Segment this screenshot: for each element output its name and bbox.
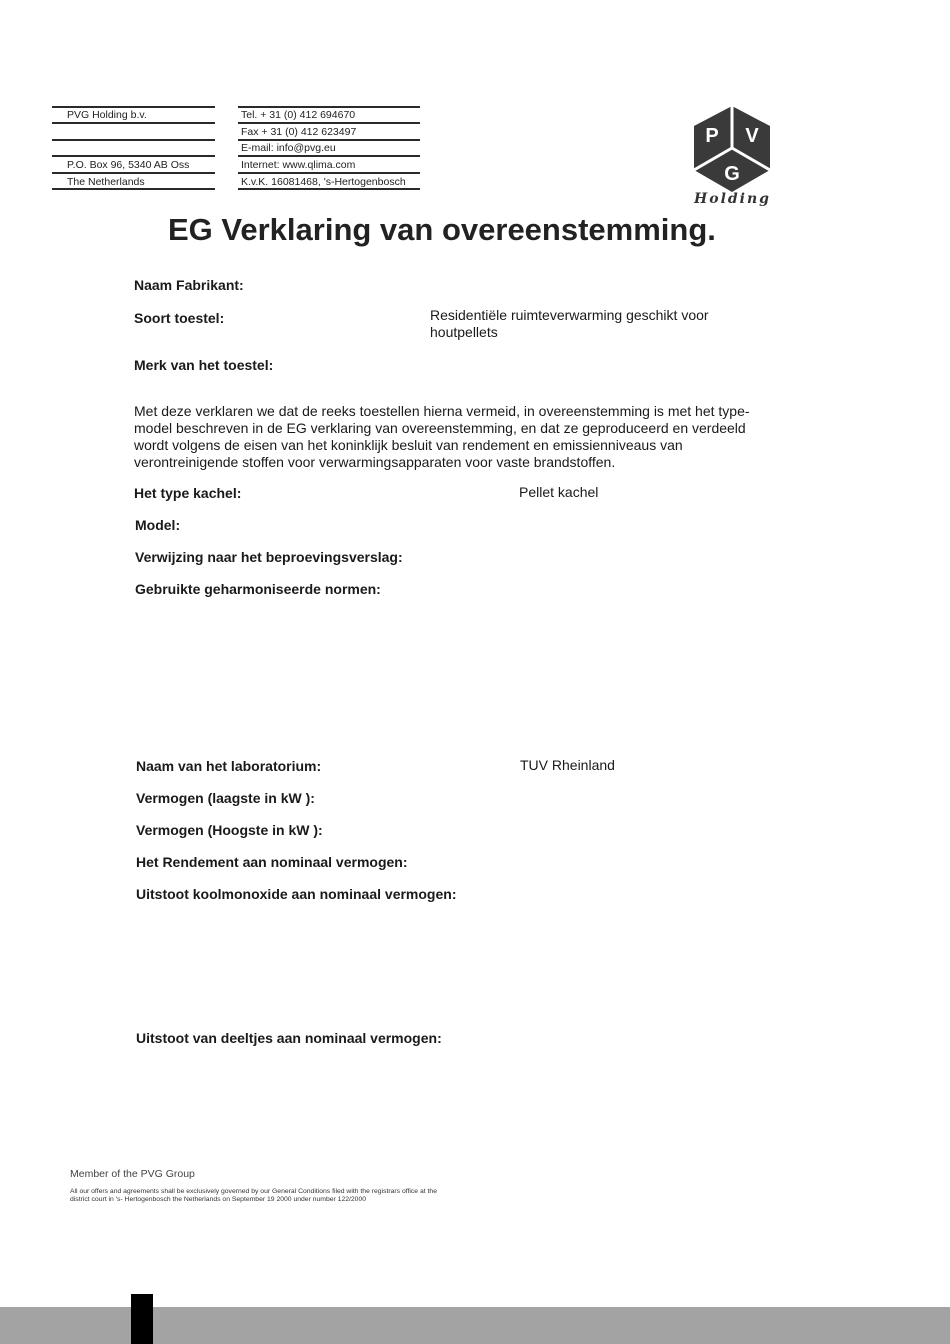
logo-letter-g: G <box>724 163 740 185</box>
co-emission-label: Uitstoot koolmonoxide aan nominaal vermogen: <box>136 886 457 902</box>
lab-label: Naam van het laboratorium: <box>136 758 322 774</box>
logo-letter-p: P <box>705 125 719 147</box>
standards-label: Gebruikte geharmoniseerde normen: <box>135 581 381 597</box>
letterhead-rule <box>238 106 420 108</box>
stove-type-value: Pellet kachel <box>519 484 599 500</box>
letterhead-internet: Internet: www.qlima.com <box>241 159 356 171</box>
brand-label: Merk van het toestel: <box>134 357 274 373</box>
stove-type-label: Het type kachel: <box>134 485 242 501</box>
device-type-value: Residentiële ruimteverwarming geschikt voor houtpellets <box>430 307 709 340</box>
particle-emission-label: Uitstoot van deeltjes aan nominaal vermogen: <box>136 1030 442 1046</box>
legal-text: All our offers and agreements shall be exclusively governed by our General Conditions filed with the registrars office at the district court in 's- Hertogenbosch the Netherlands on September 19 2000 under number 122/2000 <box>70 1188 437 1203</box>
letterhead-address: P.O. Box 96, 5340 AB Oss <box>67 159 190 171</box>
letterhead-country: The Netherlands <box>67 176 145 188</box>
letterhead-kvk: K.v.K. 16081468, 's-Hertogenbosch <box>241 176 406 188</box>
page-title: EG Verklaring van overeenstemming. <box>168 212 716 247</box>
letterhead-rule <box>238 172 420 174</box>
letterhead-rule <box>238 188 420 190</box>
letterhead-rule <box>52 172 215 174</box>
letterhead-fax: Fax + 31 (0) 412 623497 <box>241 126 357 138</box>
letterhead-rule <box>52 139 215 141</box>
power-max-label: Vermogen (Hoogste in kW ): <box>136 822 323 838</box>
device-type-label: Soort toestel: <box>134 310 225 326</box>
letterhead-tel: Tel. + 31 (0) 412 694670 <box>241 109 356 121</box>
bottom-tab-marker <box>131 1294 153 1344</box>
letterhead-rule <box>52 155 215 157</box>
declaration-text: Met deze verklaren we dat de reeks toestellen hierna vermeid, in overeenstemming is met het type-model beschreven in de EG verklaring van overeenstemming, en dat ze geproduceerd en verdeeld wordt volgens de eisen van het koninklijk besluit van rendement en emissienniveaus van verontreinigende stoffen voor verwarmingsapparaten voor vaste brandstoffen. <box>134 403 750 470</box>
letterhead-rule <box>238 139 420 141</box>
letterhead-rule <box>52 122 215 124</box>
lab-value: TUV Rheinland <box>520 757 615 773</box>
letterhead-rule <box>52 106 215 108</box>
test-report-label: Verwijzing naar het beproevingsverslag: <box>135 549 403 565</box>
letterhead-rule <box>238 155 420 157</box>
letterhead-company: PVG Holding b.v. <box>67 109 147 121</box>
logo-word: Holding <box>694 191 771 207</box>
efficiency-label: Het Rendement aan nominaal vermogen: <box>136 854 408 870</box>
power-min-label: Vermogen (laagste in kW ): <box>136 790 315 806</box>
letterhead-rule <box>238 122 420 124</box>
letterhead-rule <box>52 188 215 190</box>
logo-letter-v: V <box>745 125 759 147</box>
model-label: Model: <box>135 517 181 533</box>
letterhead-email: E-mail: info@pvg.eu <box>241 142 336 154</box>
member-text: Member of the PVG Group <box>70 1168 195 1180</box>
manufacturer-label: Naam Fabrikant: <box>134 277 244 293</box>
